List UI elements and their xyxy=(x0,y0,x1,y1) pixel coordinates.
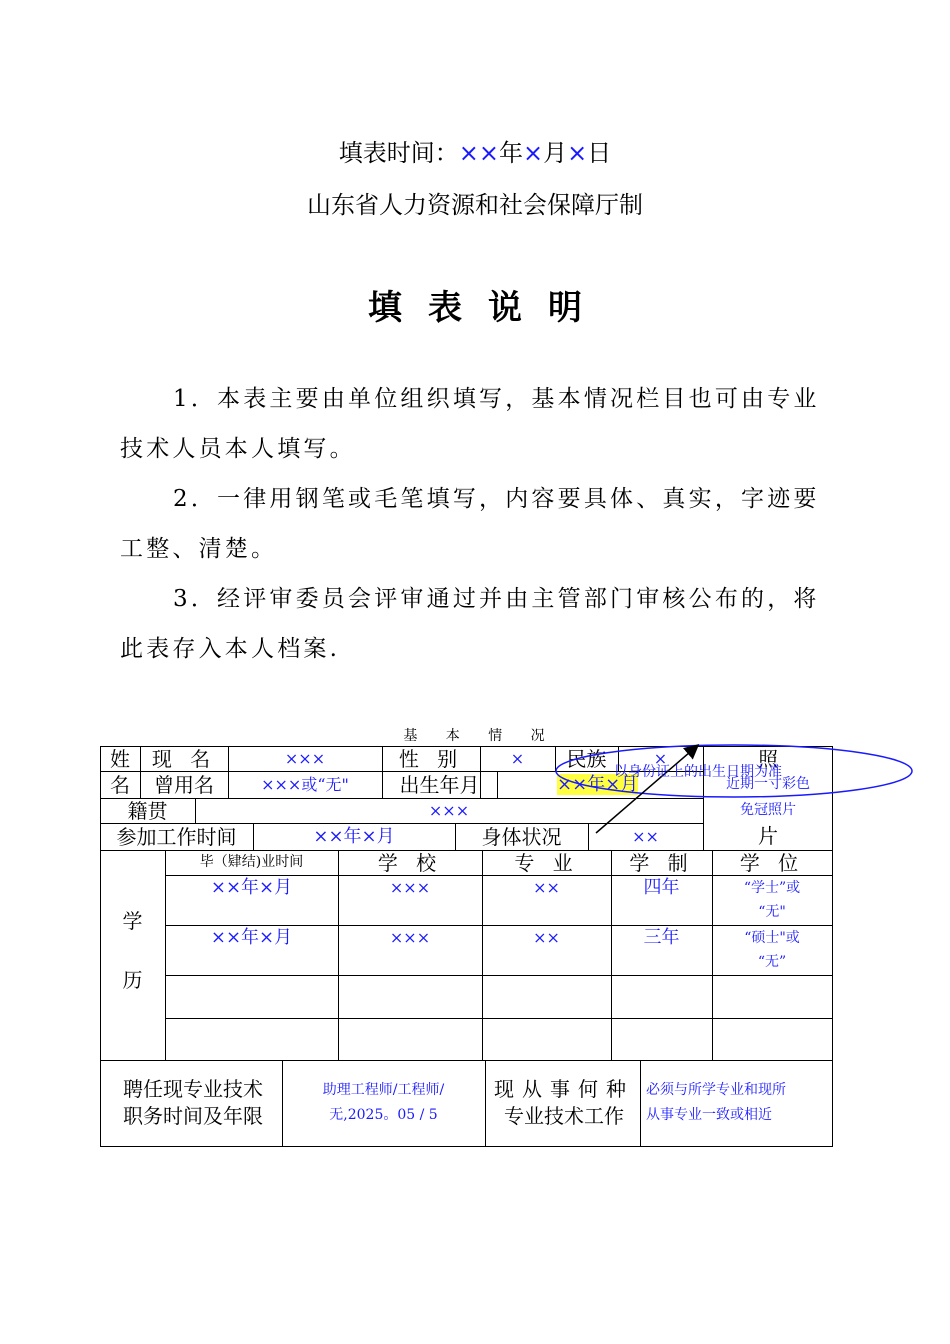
appointment-label: 职务时间及年限 xyxy=(123,1104,263,1128)
name-label: 姓 xyxy=(110,746,130,771)
health-label: 身体状况 xyxy=(481,824,562,849)
instructions-title: 填表说明 xyxy=(368,288,608,328)
edu-header-length: 学 制 xyxy=(629,850,694,875)
edu-row-major[interactable]: ×× xyxy=(533,877,560,897)
fill-time-month: 月 xyxy=(543,139,568,167)
edu-row-time[interactable]: ××年×月 xyxy=(210,876,293,898)
appointment-label: 聘任现专业技术 xyxy=(123,1077,263,1101)
current-name-label: 现 名 xyxy=(151,746,217,771)
work-start-value[interactable]: ××年×月 xyxy=(313,825,395,847)
birth-value: ××年×月 xyxy=(557,773,639,795)
edu-header-degree: 学 位 xyxy=(739,850,805,875)
appointment-value: 无,2025。05 / 5 xyxy=(329,1106,438,1123)
appointment-value[interactable]: 助理工程师/工程师/ xyxy=(322,1081,445,1098)
current-work-label: 专业技术工作 xyxy=(504,1104,624,1128)
issuer: 山东省人力资源和社会保障厅制 xyxy=(307,191,643,219)
gender-value[interactable]: × xyxy=(510,748,525,768)
fill-time-placeholder: ×× xyxy=(458,139,499,167)
current-work-value: 从事专业一致或相近 xyxy=(646,1106,772,1123)
photo-note-1: 近期一寸彩色 xyxy=(726,775,810,792)
edu-row-degree: “无" xyxy=(758,903,786,920)
edu-header-school: 学 校 xyxy=(377,850,443,875)
ethnicity-label: 民族 xyxy=(566,746,607,771)
gender-label: 性 别 xyxy=(398,746,464,771)
edu-label: 历 xyxy=(122,968,143,992)
birth-label: 出生年月 xyxy=(399,772,480,797)
photo-label-bottom: 片 xyxy=(758,824,778,848)
work-start-label: 参加工作时间 xyxy=(116,824,237,849)
edu-header-time: 毕（肄结)业时间 xyxy=(199,854,304,871)
ethnicity-value[interactable]: × xyxy=(653,748,668,768)
edu-row-school[interactable]: ××× xyxy=(389,927,431,947)
fill-time-label: 填表时间： xyxy=(338,139,459,167)
current-name-value[interactable]: ××× xyxy=(284,748,326,768)
section-title: 基 本 情 况 xyxy=(403,728,557,744)
fill-time-year: 年 xyxy=(499,139,523,167)
name-label: 名 xyxy=(110,772,130,797)
photo-label-top: 照 xyxy=(758,747,778,771)
current-work-label: 现从事何种 xyxy=(494,1077,634,1101)
edu-row-degree: “无” xyxy=(757,953,787,970)
instruction-item-2: 2．一律用钢笔或毛笔填写，内容要具体、真实，字迹要工整、清楚。 xyxy=(120,486,820,562)
former-name-value[interactable]: ×××或“无" xyxy=(261,774,349,794)
birth-annotation: 以身份证上的出生日期为准 xyxy=(614,764,782,780)
edu-row-length[interactable]: 三年 xyxy=(643,926,680,948)
health-value[interactable]: ×× xyxy=(632,826,659,846)
edu-row-major[interactable]: ×× xyxy=(533,927,560,947)
edu-row-time[interactable]: ××年×月 xyxy=(210,926,293,948)
current-work-value[interactable]: 必须与所学专业和现所 xyxy=(646,1081,786,1098)
fill-time-day: 日 xyxy=(587,139,612,167)
native-value[interactable]: ××× xyxy=(428,800,470,820)
edu-row-length[interactable]: 四年 xyxy=(643,876,680,898)
edu-row-degree[interactable]: “学士”或 xyxy=(743,879,801,896)
native-label: 籍贯 xyxy=(127,798,168,823)
edu-row-school[interactable]: ××× xyxy=(389,877,431,897)
instruction-item-3: 3．经评审委员会评审通过并由主管部门审核公布的，将此表存入本人档案. xyxy=(120,586,820,662)
fill-time-placeholder: × xyxy=(523,139,544,167)
edu-header-major: 专 业 xyxy=(514,850,579,875)
edu-row-degree[interactable]: “硕士"或 xyxy=(744,929,800,946)
former-name-label: 曾用名 xyxy=(154,772,214,797)
edu-label: 学 xyxy=(122,909,143,933)
photo-note-2: 免冠照片 xyxy=(740,801,796,818)
fill-time-placeholder: × xyxy=(567,139,588,167)
instruction-item-1: 1．本表主要由单位组织填写，基本情况栏目也可由专业技术人员本人填写。 xyxy=(120,386,820,462)
